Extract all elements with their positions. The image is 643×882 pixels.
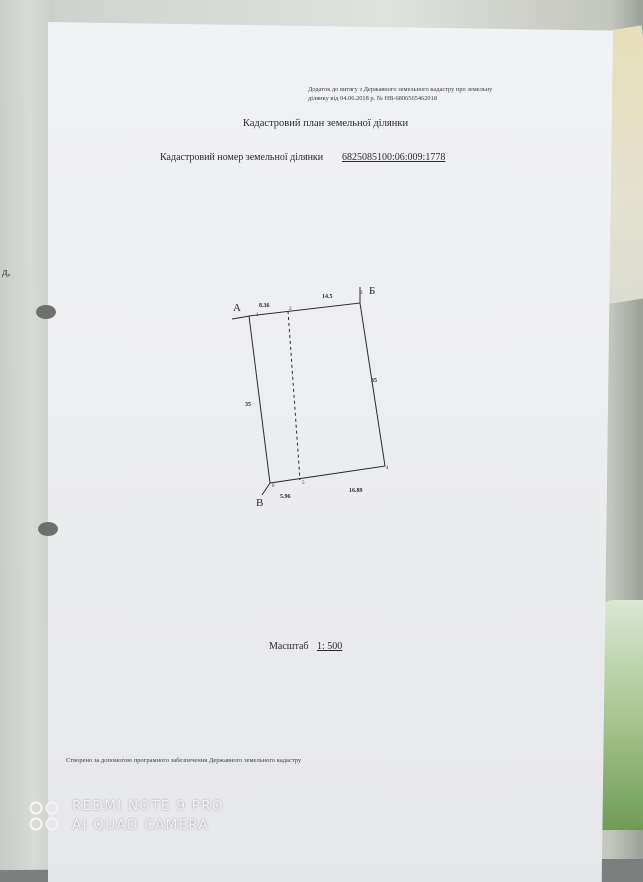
underlying-sheet-text: д, (2, 266, 11, 278)
tick-a (232, 316, 250, 319)
watermark-line-1: REDMI NOTE 9 PRO (72, 798, 224, 814)
cadastral-number: 6825085100:06:009:1778 (342, 152, 446, 163)
cadastral-number-label: Кадастровий номер земельної ділянки (160, 152, 324, 163)
dimension-bottom-left: 5.96 (280, 494, 291, 500)
dimension-right-side: 35 (371, 378, 377, 384)
scale-label: Масштаб (269, 641, 309, 652)
vertex-3: 3 (360, 291, 363, 296)
footer-note: Створено за допомогою програмного забезпечення Державного земельного кадастру (66, 757, 302, 764)
camera-watermark (72, 797, 224, 835)
corner-a-label: А (233, 302, 241, 314)
scale-value: 1: 500 (317, 641, 343, 652)
parcel-divider (288, 311, 300, 480)
dimension-top-right: 14.5 (322, 294, 333, 300)
vertex-1: 1 (256, 313, 259, 318)
watermark-line-2: AI QUAD CAMERA (72, 817, 210, 833)
dimension-top-left: 8.36 (259, 303, 270, 309)
document-title: Кадастровий план земельної ділянки (242, 118, 409, 129)
corner-b-label: Б (369, 285, 376, 297)
tick-v (262, 483, 270, 495)
vertex-4: 4 (386, 466, 389, 471)
dimension-bottom-right: 16.89 (349, 488, 363, 494)
vertex-5: 5 (302, 481, 305, 486)
vertex-2: 2 (289, 307, 292, 312)
corner-v-label: В (256, 497, 264, 509)
vertex-6: 6 (272, 484, 275, 489)
dimension-left-side: 35 (245, 402, 251, 408)
camera-logo-icon (28, 800, 64, 834)
parcel-boundary (249, 303, 385, 483)
addendum-note: Додаток до витягу з Державного земельного кадастру про земельну ділянку від 04.06.2018 р. № НВ-6806565462018 (308, 86, 493, 102)
